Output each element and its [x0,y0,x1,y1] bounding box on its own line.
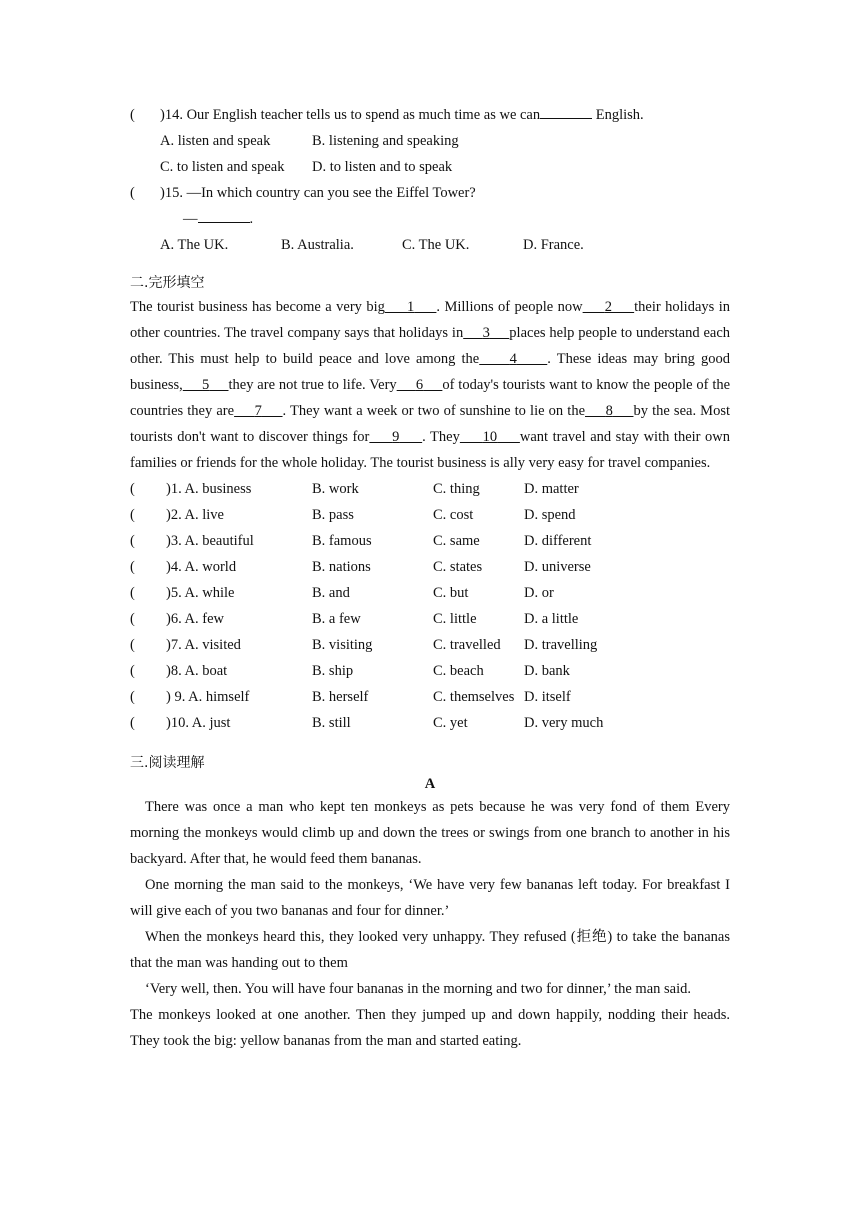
cloze-blank: 7 [254,403,262,419]
options-row [130,154,730,180]
option-c: C. to listen and speak [160,159,285,175]
cloze-question-row [130,502,730,528]
cloze-passage [130,294,730,476]
option-d: D. bank [524,663,570,679]
option-c: C. little [433,611,477,627]
question-tail: English. [592,107,644,123]
option-a: A. listen and speak [160,133,271,149]
reading-paragraph: One morning the man said to the monkeys, ‘We have very few bananas left today. For breakfast I will give each of you two bananas and four for dinner.’ [130,877,730,919]
question-number [130,684,312,710]
question-number [130,528,312,554]
question-number [130,502,312,528]
worksheet-page [130,102,730,1054]
passage-title: A [424,776,436,792]
option-b: B. nations [312,559,371,575]
question-14 [130,102,730,128]
cloze-blank: 9 [392,429,400,445]
option-a: )2. A. live [166,507,224,523]
passage-text: places help people to understand each other. This must help to build peace and love among the [130,325,731,367]
passage-text: . Millions of people now [436,299,583,315]
answer-end: . [249,211,254,227]
cloze-question-row [130,606,730,632]
option-d: D. different [524,533,592,549]
option-a: ) 9. A. himself [166,689,250,705]
option-d: D. universe [524,559,591,575]
cloze-questions [130,476,730,736]
cloze-question-row [130,658,730,684]
cloze-blank: 5 [202,377,210,393]
passage-text: . They want a week or two of sunshine to lie on the [282,403,585,419]
passage-text: they are not true to life. Very [228,377,397,393]
question-number [130,710,312,736]
answer-blank [198,207,250,223]
answer-paren: ( [130,611,135,627]
option-c: C. cost [433,507,474,523]
option-a: )10. A. just [166,715,231,731]
options-row [130,232,730,258]
options-row [130,128,730,154]
section-heading-cloze: 二.完形填空 [130,275,205,291]
option-c: C. travelled [433,637,501,653]
option-a: )4. A. world [166,559,237,575]
reading-paragraph: There was once a man who kept ten monkeys as pets because he was very fond of them Every morning the monkeys would climb up and down the trees or swings from one branch to another in his backyard. After that, he would feed them bananas. [130,799,730,867]
cloze-question-row [130,632,730,658]
option-a: )7. A. visited [166,637,241,653]
cloze-question-row [130,684,730,710]
option-d: D. travelling [524,637,598,653]
question-number [130,606,312,632]
option-a: A. The UK. [160,237,229,253]
passage-text: by the sea. Most tourists don't want to discover things for [130,403,731,445]
answer-paren: ( [130,715,135,731]
option-b: B. Australia. [281,237,354,253]
question-number [130,632,312,658]
question-number [130,476,312,502]
option-d: D. spend [524,507,576,523]
option-b: B. visiting [312,637,373,653]
cloze-blank: 3 [482,325,490,341]
passage-text: want travel and stay with their own families or friends for the whole holiday. The tourist business is ally very easy for travel companies. [130,429,731,471]
option-a: )8. A. boat [166,663,228,679]
option-d: D. France. [523,237,584,253]
cloze-question-row [130,476,730,502]
answer-paren: ( [130,533,135,549]
cloze-blank: 4 [509,351,517,367]
option-b: B. famous [312,533,372,549]
answer-paren: ( [130,585,135,601]
option-b: B. a few [312,611,361,627]
answer-dash: — [183,211,198,227]
answer-line [130,206,730,232]
option-a: )3. A. beautiful [166,533,254,549]
cloze-blank: 1 [407,299,415,315]
passage-text: . They [422,429,460,445]
option-b: B. herself [312,689,369,705]
option-c: C. yet [433,715,468,731]
passage-text: The tourist business has become a very big [130,299,385,315]
passage-text: . These ideas may bring good business, [130,351,730,393]
option-a: )5. A. while [166,585,235,601]
option-c: C. but [433,585,469,601]
option-b: B. pass [312,507,354,523]
reading-paragraph: The monkeys looked at one another. Then they jumped up and down happily, nodding their heads. They took the big: yellow bananas from the man and started eating. [130,1007,730,1049]
option-d: D. or [524,585,554,601]
section-heading-reading: 三.阅读理解 [130,755,205,771]
question-number [130,554,312,580]
option-d: D. a little [524,611,579,627]
option-c: C. themselves [433,689,515,705]
option-d: D. matter [524,481,579,497]
question-stem: )15. —In which country can you see the Eiffel Tower? [160,185,476,201]
question-number [130,658,312,684]
option-c: C. The UK. [402,237,470,253]
answer-paren: ( [130,559,135,575]
option-b: B. still [312,715,351,731]
option-d: D. very much [524,715,604,731]
question-15 [130,180,730,206]
reading-paragraph: When the monkeys heard this, they looked very unhappy. They refused (拒绝) to take the bananas that the man was handing out to them [130,929,730,971]
cloze-question-row [130,580,730,606]
answer-blank [540,103,592,119]
option-c: C. states [433,559,483,575]
option-a: )6. A. few [166,611,224,627]
cloze-blank: 10 [482,429,498,445]
answer-paren: ( [130,663,135,679]
option-c: C. beach [433,663,484,679]
answer-paren: ( [130,689,135,705]
question-number [130,580,312,606]
answer-paren: ( [130,637,135,653]
option-c: C. thing [433,481,480,497]
cloze-question-row [130,710,730,736]
cloze-blank: 2 [604,299,612,315]
reading-paragraph: ‘Very well, then. You will have four bananas in the morning and two for dinner,’ the man said. [145,981,692,997]
option-d: D. to listen and to speak [312,159,453,175]
cloze-blank: 8 [605,403,613,419]
passage-text: of today's tourists want to know the people of the countries they are [130,377,731,419]
answer-paren: ( [130,481,135,497]
option-b: B. work [312,481,359,497]
option-b: B. ship [312,663,354,679]
answer-paren: ( [130,107,135,123]
cloze-question-row [130,554,730,580]
option-a: )1. A. business [166,481,252,497]
option-b: B. listening and speaking [312,133,459,149]
passage-text: their holidays in other countries. The travel company says that holidays in [130,299,730,341]
answer-paren: ( [130,507,135,523]
option-b: B. and [312,585,350,601]
option-d: D. itself [524,689,571,705]
option-c: C. same [433,533,480,549]
answer-paren: ( [130,185,135,201]
question-stem: )14. Our English teacher tells us to spend as much time as we can [160,107,541,123]
cloze-blank: 6 [415,377,424,393]
cloze-question-row [130,528,730,554]
